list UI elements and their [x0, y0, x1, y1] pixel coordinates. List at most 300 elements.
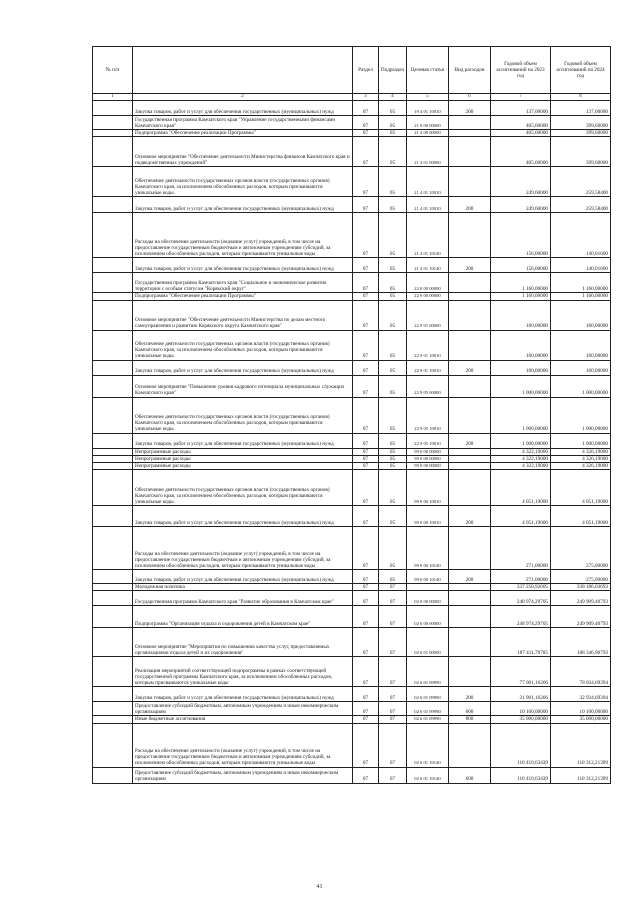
table-row: [93, 716, 611, 723]
item-name: Закупка товаров, работ и услуг для обеспечения государственных (муниципальных) нужд: [133, 197, 353, 213]
item-name: Закупка товаров, работ и услуг для обеспечения государственных (муниципальных) нужд: [133, 258, 353, 273]
podrazdel-cell: 05: [379, 570, 407, 584]
vid-cell: 200: [449, 687, 491, 702]
num-cell: [93, 716, 133, 723]
amount-2024: 275,00000: [551, 527, 611, 570]
item-name: Подпрограмма "Организация отдыха и оздоровления детей в Камчатском крае": [133, 606, 353, 628]
razdel-cell: 07: [353, 606, 379, 628]
amount-2024: 35 000,00000: [551, 716, 611, 723]
item-name: Расходы на обеспечение деятельности (оказание услуг) учреждений, в том числе на предоставление государственным бюджетным и автономным учреждениям субсидий, за исключением обособленных расходов, которым присваиваются уникальные коды: [133, 527, 353, 570]
num-cell: [93, 273, 133, 293]
table-row: [93, 584, 611, 591]
num-cell: [93, 300, 133, 330]
razdel-cell: 07: [353, 213, 379, 258]
amount-2023: 271,00000: [491, 570, 551, 584]
num-cell: [93, 433, 133, 448]
amount-2023: 249,60000: [491, 167, 551, 197]
col-number: 6: [449, 94, 491, 101]
celevaya-cell: 21 4 01 10140: [407, 213, 449, 258]
col-number: 2: [133, 94, 353, 101]
amount-2024: 78 034,69394: [551, 657, 611, 687]
vid-cell: [449, 463, 491, 470]
celevaya-cell: 02 6 01 09990: [407, 716, 449, 723]
celevaya-cell: 21 0 00 00000: [407, 116, 449, 130]
celevaya-cell: 02 6 01 00000: [407, 628, 449, 657]
podrazdel-cell: 07: [379, 687, 407, 702]
podrazdel-cell: 07: [379, 657, 407, 687]
vid-cell: 800: [449, 716, 491, 723]
table-row: [93, 330, 611, 360]
amount-2023: 248 974,29705: [491, 591, 551, 606]
razdel-cell: 07: [353, 657, 379, 687]
podrazdel-cell: 05: [379, 137, 407, 167]
vid-cell: [449, 130, 491, 137]
table-row: [93, 506, 611, 527]
table-row: [93, 101, 611, 116]
item-name: Обеспечение деятельности государственных органов власти (государственных органов) Камчатского края, за исключением обособленных расходов, которым присваиваются уникальные коды.: [133, 330, 353, 360]
amount-2024: 4 051,19000: [551, 470, 611, 506]
podrazdel-cell: 05: [379, 258, 407, 273]
item-name: Подпрограмма "Обеспечение реализации Программы": [133, 130, 353, 137]
item-name: Непрограммные расходы: [133, 463, 353, 470]
num-cell: [93, 470, 133, 506]
celevaya-cell: 02 6 01 10140: [407, 767, 449, 783]
amount-2023: 31 901,16266: [491, 687, 551, 702]
podrazdel-cell: 07: [379, 628, 407, 657]
item-name: Закупка товаров, работ и услуг для обеспечения государственных (муниципальных) нужд: [133, 687, 353, 702]
celevaya-cell: [407, 584, 449, 591]
amount-2023: 4 051,19000: [491, 506, 551, 527]
vid-cell: 200: [449, 197, 491, 213]
vid-cell: [449, 375, 491, 397]
podrazdel-cell: 05: [379, 330, 407, 360]
podrazdel-cell: 05: [379, 455, 407, 462]
vid-cell: 600: [449, 767, 491, 783]
item-name: Подпрограмма "Обеспечение реализации Программы": [133, 293, 353, 300]
amount-2023: 271,00000: [491, 527, 551, 570]
item-name: Государственная программа Камчатского края "Социальное и экономическое развитие территории с особым статусом "Корякский округ": [133, 273, 353, 293]
header-podrazdel: Подраздел: [379, 47, 407, 94]
amount-2024: 4 326,19000: [551, 448, 611, 455]
podrazdel-cell: 07: [379, 591, 407, 606]
item-name: Закупка товаров, работ и услуг для обеспечения государственных (муниципальных) нужд: [133, 506, 353, 527]
num-cell: [93, 397, 133, 433]
num-cell: [93, 657, 133, 687]
vid-cell: [449, 397, 491, 433]
vid-cell: [449, 293, 491, 300]
amount-2024: 1 160,00000: [551, 273, 611, 293]
amount-2024: 32 934,69394: [551, 687, 611, 702]
celevaya-cell: 21 4 01 10010: [407, 167, 449, 197]
celevaya-cell: 99 0 00 00000: [407, 455, 449, 462]
item-name: Расходы на обеспечение деятельности (оказание услуг) учреждений, в том числе на предоставление государственным бюджетным и автономным учреждениям субсидий, за исключением обособленных расходов, которым присваиваются уникальные коды: [133, 723, 353, 767]
num-cell: [93, 723, 133, 767]
vid-cell: [449, 591, 491, 606]
celevaya-cell: 22 9 05 10010: [407, 433, 449, 448]
table-row: [93, 723, 611, 767]
num-cell: [93, 448, 133, 455]
razdel-cell: 07: [353, 258, 379, 273]
razdel-cell: 07: [353, 167, 379, 197]
num-cell: [93, 330, 133, 360]
razdel-cell: 07: [353, 687, 379, 702]
num-cell: [93, 506, 133, 527]
celevaya-cell: 02 6 01 10140: [407, 723, 449, 767]
amount-2024: 1 160,00000: [551, 293, 611, 300]
table-row: [93, 258, 611, 273]
amount-2023: 160,00000: [491, 300, 551, 330]
vid-cell: [449, 723, 491, 767]
amount-2023: 10 100,00000: [491, 702, 551, 716]
podrazdel-cell: 05: [379, 300, 407, 330]
amount-2023: 337 250,92605: [491, 584, 551, 591]
celevaya-cell: 22 9 01 00000: [407, 300, 449, 330]
razdel-cell: 07: [353, 101, 379, 116]
num-cell: [93, 687, 133, 702]
table-row: [93, 606, 611, 628]
podrazdel-cell: 05: [379, 375, 407, 397]
razdel-cell: 07: [353, 506, 379, 527]
amount-2023: 405,60000: [491, 130, 551, 137]
header-vid: Вид расходов: [449, 47, 491, 94]
celevaya-cell: 02 6 00 00000: [407, 606, 449, 628]
amount-2023: 249,60000: [491, 197, 551, 213]
num-cell: [93, 767, 133, 783]
num-cell: [93, 606, 133, 628]
podrazdel-cell: 07: [379, 702, 407, 716]
amount-2023: 1 000,00000: [491, 375, 551, 397]
table-row: [93, 628, 611, 657]
amount-2023: 405,60000: [491, 116, 551, 130]
item-name: Основное мероприятие "Обеспечение деятельности Министерства по делам местного самоуправления и развитию Корякского округа Камчатского края": [133, 300, 353, 330]
vid-cell: 200: [449, 570, 491, 584]
item-name: Государственная программа Камчатского края "Развитие образования в Камчатском крае": [133, 591, 353, 606]
amount-2023: 160,00000: [491, 360, 551, 375]
col-number: 1: [93, 94, 133, 101]
vid-cell: [449, 584, 491, 591]
table-row: [93, 273, 611, 293]
num-cell: [93, 137, 133, 167]
item-name: Закупка товаров, работ и услуг для обеспечения государственных (муниципальных) нужд: [133, 101, 353, 116]
item-name: Расходы на обеспечение деятельности (оказание услуг) учреждений, в том числе на предоставление государственным бюджетным и автономным учреждениям субсидий, за исключением обособленных расходов, которым присваиваются уникальные коды: [133, 213, 353, 258]
amount-2024: 4 326,19000: [551, 463, 611, 470]
vid-cell: [449, 167, 491, 197]
podrazdel-cell: 05: [379, 116, 407, 130]
col-number: 7: [491, 94, 551, 101]
razdel-cell: 07: [353, 130, 379, 137]
razdel-cell: 07: [353, 137, 379, 167]
document-page: [92, 46, 610, 784]
header-name: [133, 47, 353, 94]
num-cell: [93, 375, 133, 397]
amount-2024: 10 100,00000: [551, 702, 611, 716]
amount-2024: 140,01600: [551, 258, 611, 273]
vid-cell: [449, 213, 491, 258]
num-cell: [93, 101, 133, 116]
celevaya-cell: 99 0 00 00000: [407, 448, 449, 455]
amount-2024: 4 051,19000: [551, 506, 611, 527]
header-num: № п/п: [93, 47, 133, 94]
amount-2023: 4 051,19000: [491, 470, 551, 506]
item-name: Закупка товаров, работ и услуг для обеспечения государственных (муниципальных) нужд: [133, 433, 353, 448]
razdel-cell: 07: [353, 300, 379, 330]
podrazdel-cell: 05: [379, 273, 407, 293]
item-name: Иные бюджетные ассигнования: [133, 716, 353, 723]
celevaya-cell: 99 0 00 10140: [407, 570, 449, 584]
celevaya-cell: 22 9 00 00000: [407, 293, 449, 300]
table-row: [93, 767, 611, 783]
celevaya-cell: 22 9 01 10010: [407, 360, 449, 375]
razdel-cell: 07: [353, 293, 379, 300]
razdel-cell: 07: [353, 767, 379, 783]
vid-cell: 200: [449, 258, 491, 273]
table-row: [93, 433, 611, 448]
vid-cell: [449, 137, 491, 167]
num-cell: [93, 527, 133, 570]
amount-2023: 405,60000: [491, 137, 551, 167]
item-name: Непрограммные расходы: [133, 448, 353, 455]
table-row: [93, 570, 611, 584]
vid-cell: [449, 455, 491, 462]
col-number: 5: [407, 94, 449, 101]
header-razdel: Раздел: [353, 47, 379, 94]
podrazdel-cell: 05: [379, 527, 407, 570]
amount-2024: 249 909,40793: [551, 591, 611, 606]
podrazdel-cell: 07: [379, 716, 407, 723]
num-cell: [93, 584, 133, 591]
razdel-cell: 07: [353, 584, 379, 591]
table-row: [93, 167, 611, 197]
celevaya-cell: 02 6 01 09990: [407, 702, 449, 716]
celevaya-cell: 22 0 00 00000: [407, 273, 449, 293]
amount-2023: 4 322,19000: [491, 448, 551, 455]
item-name: Закупка товаров, работ и услуг для обеспечения государственных (муниципальных) нужд: [133, 570, 353, 584]
num-cell: [93, 213, 133, 258]
budget-table: [92, 46, 611, 784]
amount-2023: 1 000,00000: [491, 433, 551, 448]
item-name: Предоставление субсидий бюджетным, автономным учреждениям и иным некоммерческим организациям: [133, 767, 353, 783]
podrazdel-cell: 05: [379, 197, 407, 213]
table-row: [93, 702, 611, 716]
razdel-cell: 07: [353, 591, 379, 606]
razdel-cell: 07: [353, 702, 379, 716]
table-row: [93, 293, 611, 300]
amount-2024: 140,01600: [551, 213, 611, 258]
amount-2023: 35 000,00000: [491, 716, 551, 723]
celevaya-cell: 99 0 00 10010: [407, 470, 449, 506]
celevaya-cell: 21 4 01 00000: [407, 137, 449, 167]
razdel-cell: 07: [353, 273, 379, 293]
table-row: [93, 360, 611, 375]
num-cell: [93, 167, 133, 197]
amount-2024: 4 326,19000: [551, 455, 611, 462]
amount-2024: 110 312,21399: [551, 767, 611, 783]
amount-2024: 399,60000: [551, 130, 611, 137]
podrazdel-cell: 05: [379, 130, 407, 137]
podrazdel-cell: 07: [379, 584, 407, 591]
vid-cell: 600: [449, 702, 491, 716]
col-number: 4: [379, 94, 407, 101]
razdel-cell: 07: [353, 360, 379, 375]
podrazdel-cell: 05: [379, 448, 407, 455]
celevaya-cell: 99 0 00 00000: [407, 463, 449, 470]
vid-cell: [449, 470, 491, 506]
column-numbers-row: [93, 94, 611, 101]
celevaya-cell: 22 9 01 10010: [407, 330, 449, 360]
vid-cell: [449, 330, 491, 360]
celevaya-cell: 21 4 01 10010: [407, 197, 449, 213]
vid-cell: 200: [449, 506, 491, 527]
podrazdel-cell: 05: [379, 433, 407, 448]
item-name: Обеспечение деятельности государственных органов власти (государственных органов) Камчатского края, за исключением обособленных расходов, которым присваиваются уникальные коды.: [133, 167, 353, 197]
celevaya-cell: 02 6 01 09990: [407, 657, 449, 687]
num-cell: [93, 463, 133, 470]
vid-cell: 200: [449, 360, 491, 375]
amount-2023: 110 410,63439: [491, 723, 551, 767]
celevaya-cell: 22 9 05 00000: [407, 375, 449, 397]
table-row: [93, 455, 611, 462]
celevaya-cell: 99 0 00 10010: [407, 506, 449, 527]
amount-2024: 399,60000: [551, 116, 611, 130]
table-row: [93, 470, 611, 506]
num-cell: [93, 360, 133, 375]
item-name: Закупка товаров, работ и услуг для обеспечения государственных (муниципальных) нужд: [133, 360, 353, 375]
razdel-cell: 07: [353, 463, 379, 470]
amount-2023: 160,00000: [491, 330, 551, 360]
num-cell: [93, 130, 133, 137]
amount-2024: 1 000,00000: [551, 375, 611, 397]
celevaya-cell: 02 6 01 09990: [407, 687, 449, 702]
item-name: Обеспечение деятельности государственных органов власти (государственных органов) Камчатского края, за исключением обособленных расходов, которым присваиваются уникальные коды.: [133, 470, 353, 506]
header-row: [93, 47, 611, 94]
num-cell: [93, 116, 133, 130]
amount-2024: 137,00000: [551, 101, 611, 116]
num-cell: [93, 628, 133, 657]
header-2024: Годовой объем ассигнований на 2024 год: [551, 47, 611, 94]
podrazdel-cell: 05: [379, 101, 407, 116]
razdel-cell: 07: [353, 330, 379, 360]
table-row: [93, 137, 611, 167]
amount-2024: 249 909,40793: [551, 606, 611, 628]
col-number: 8: [551, 94, 611, 101]
celevaya-cell: 19 4 01 10010: [407, 101, 449, 116]
table-row: [93, 527, 611, 570]
podrazdel-cell: 05: [379, 470, 407, 506]
item-name: Основное мероприятие "Обеспечение деятельности Министерства финансов Камчатского края и подведомственных учреждений": [133, 137, 353, 167]
celevaya-cell: 21 4 00 00000: [407, 130, 449, 137]
vid-cell: 200: [449, 433, 491, 448]
amount-2024: 1 000,00000: [551, 433, 611, 448]
razdel-cell: 07: [353, 116, 379, 130]
razdel-cell: 07: [353, 455, 379, 462]
podrazdel-cell: 05: [379, 506, 407, 527]
podrazdel-cell: 05: [379, 213, 407, 258]
vid-cell: [449, 116, 491, 130]
podrazdel-cell: 05: [379, 463, 407, 470]
vid-cell: [449, 273, 491, 293]
amount-2024: 160,00000: [551, 360, 611, 375]
table-row: [93, 463, 611, 470]
table-row: [93, 375, 611, 397]
celevaya-cell: 02 0 00 00000: [407, 591, 449, 606]
vid-cell: [449, 448, 491, 455]
vid-cell: [449, 606, 491, 628]
table-row: [93, 448, 611, 455]
podrazdel-cell: 07: [379, 723, 407, 767]
item-name: Основное мероприятие "Мероприятия по повышению качества услуг, предоставляемых организациями отдыха детей и их оздоровления": [133, 628, 353, 657]
table-body: [93, 101, 611, 783]
table-row: [93, 657, 611, 687]
celevaya-cell: 22 9 05 10010: [407, 397, 449, 433]
razdel-cell: 07: [353, 397, 379, 433]
item-name: Основное мероприятие "Повышение уровня кадрового потенциала муниципальных служащих Камчатского края": [133, 375, 353, 397]
razdel-cell: 07: [353, 470, 379, 506]
num-cell: [93, 293, 133, 300]
amount-2023: 156,00000: [491, 258, 551, 273]
podrazdel-cell: 05: [379, 293, 407, 300]
amount-2023: 1 160,00000: [491, 293, 551, 300]
item-name: Молодежная политика: [133, 584, 353, 591]
amount-2023: 110 410,63439: [491, 767, 551, 783]
razdel-cell: 07: [353, 448, 379, 455]
razdel-cell: 07: [353, 716, 379, 723]
podrazdel-cell: 07: [379, 606, 407, 628]
amount-2024: 338 186,03693: [551, 584, 611, 591]
table-row: [93, 130, 611, 137]
amount-2023: 4 322,19000: [491, 455, 551, 462]
razdel-cell: 07: [353, 375, 379, 397]
table-row: [93, 591, 611, 606]
podrazdel-cell: 05: [379, 167, 407, 197]
num-cell: [93, 702, 133, 716]
table-row: [93, 397, 611, 433]
amount-2024: 188 346,90793: [551, 628, 611, 657]
amount-2023: 156,00000: [491, 213, 551, 258]
item-name: Непрограммные расходы: [133, 455, 353, 462]
amount-2023: 187 411,79705: [491, 628, 551, 657]
vid-cell: [449, 300, 491, 330]
page-number: 41: [316, 884, 323, 890]
podrazdel-cell: 07: [379, 767, 407, 783]
item-name: Государственная программа Камчатского края "Управление государственными финансами Камчатского края": [133, 116, 353, 130]
amount-2023: 1 000,00000: [491, 397, 551, 433]
item-name: Реализация мероприятий соответствующей подпрограммы в рамках соответствующей государственной программы Камчатского края, за исключением обособленных расходов, которым присваиваются уникальные коды: [133, 657, 353, 687]
table-row: [93, 687, 611, 702]
razdel-cell: 07: [353, 433, 379, 448]
amount-2024: 275,00000: [551, 570, 611, 584]
table-row: [93, 300, 611, 330]
amount-2023: 4 322,19000: [491, 463, 551, 470]
num-cell: [93, 455, 133, 462]
amount-2023: 77 001,16266: [491, 657, 551, 687]
razdel-cell: 07: [353, 628, 379, 657]
amount-2024: 259,58400: [551, 167, 611, 197]
vid-cell: [449, 657, 491, 687]
amount-2024: 110 312,21399: [551, 723, 611, 767]
amount-2024: 1 000,00000: [551, 397, 611, 433]
amount-2023: 137,00000: [491, 101, 551, 116]
celevaya-cell: 99 0 00 10140: [407, 527, 449, 570]
razdel-cell: 07: [353, 570, 379, 584]
vid-cell: [449, 628, 491, 657]
amount-2024: 160,00000: [551, 330, 611, 360]
vid-cell: 200: [449, 101, 491, 116]
header-celevaya: Целевая статья: [407, 47, 449, 94]
header-2023: Годовой объем ассигнований на 2023 год: [491, 47, 551, 94]
num-cell: [93, 197, 133, 213]
amount-2024: 160,00000: [551, 300, 611, 330]
col-number: 3: [353, 94, 379, 101]
